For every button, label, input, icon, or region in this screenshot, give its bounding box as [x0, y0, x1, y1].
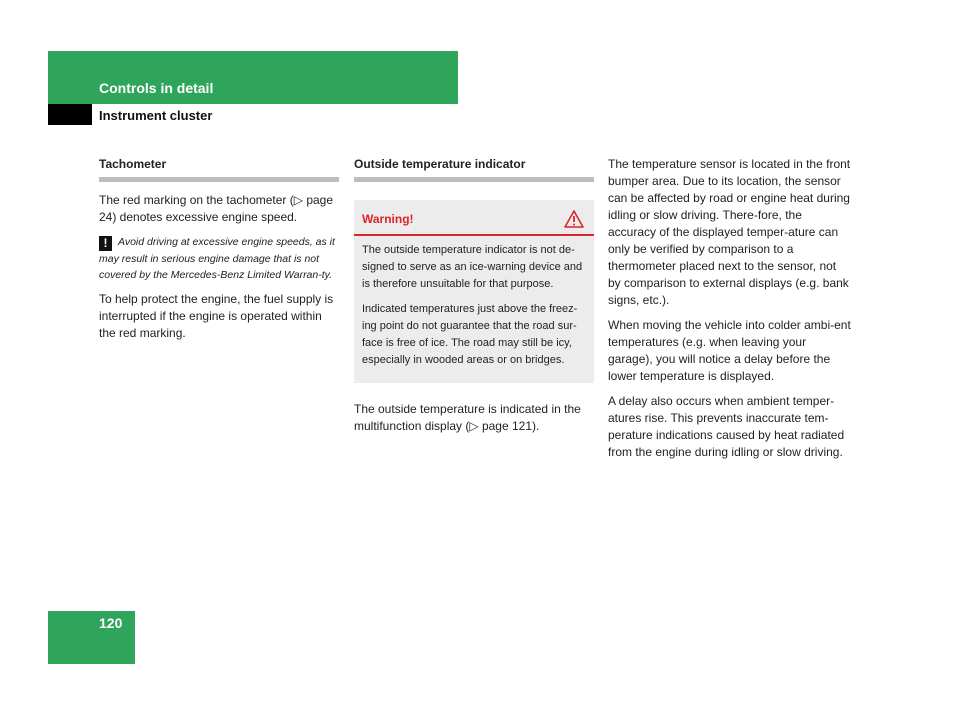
warning-paragraph-2: Indicated temperatures just above the freez-ing point do not guarantee that the road sur-face is free of ice. The road may still be icy, especially in wooded areas or on bridges. — [362, 303, 578, 366]
tachometer-heading: Tachometer — [99, 156, 339, 182]
outside-temperature-heading: Outside temperature indicator — [354, 156, 594, 182]
header-band — [48, 51, 458, 104]
exclamation-icon: ! — [99, 236, 112, 251]
section-title: Controls in detail — [99, 80, 214, 96]
tachometer-paragraph-2: To help protect the engine, the fuel supply is interrupted if the engine is operated within the red marking. — [99, 292, 334, 340]
warning-body — [354, 236, 594, 383]
warning-label: Warning! — [362, 211, 414, 226]
column-tachometer — [99, 156, 339, 350]
subsection-title: Instrument cluster — [99, 108, 213, 123]
page-number: 120 — [99, 615, 123, 631]
tachometer-paragraph-1: The red marking on the tachometer (▷ page 24) denotes excessive engine speed. — [99, 193, 334, 224]
subsection-marker — [48, 104, 92, 125]
sensor-paragraph-1: The temperature sensor is located in the front bumper area. Due to its location, the sensor can be affected by road or engine heat during idling or slow driving. There-fore, the accuracy of the displayed temper-ature can only be verified by comparison to a thermometer placed next to the sensor, not by comparison to external displays (e.g. bank signs, etc.). — [608, 157, 851, 307]
sensor-paragraph-3: A delay also occurs when ambient temper-atures rise. This prevents inaccurate tem-perature indications caused by heat radiated from the engine during idling or slow driving. — [608, 394, 845, 459]
outside-temperature-paragraph: The outside temperature is indicated in the multifunction display (▷ page 121). — [354, 402, 581, 433]
warning-triangle-icon — [564, 210, 584, 228]
warning-box — [354, 200, 594, 383]
column-outside-temperature — [354, 156, 594, 443]
engine-note — [99, 234, 339, 283]
engine-note-text: Avoid driving at excessive engine speeds, as it may result in serious engine damage that is not covered by the Mercedes-Benz Limited Warran-ty. — [99, 236, 335, 281]
warning-paragraph-1: The outside temperature indicator is not de-signed to serve as an ice-warning device and is therefore unsuitable for that purpose. — [362, 244, 583, 290]
warning-header — [354, 200, 594, 236]
sensor-paragraph-2: When moving the vehicle into colder ambi-ent temperatures (e.g. when leaving your garage), you will notice a delay before the lower temperature is displayed. — [608, 318, 851, 383]
column-sensor-info — [608, 156, 852, 469]
